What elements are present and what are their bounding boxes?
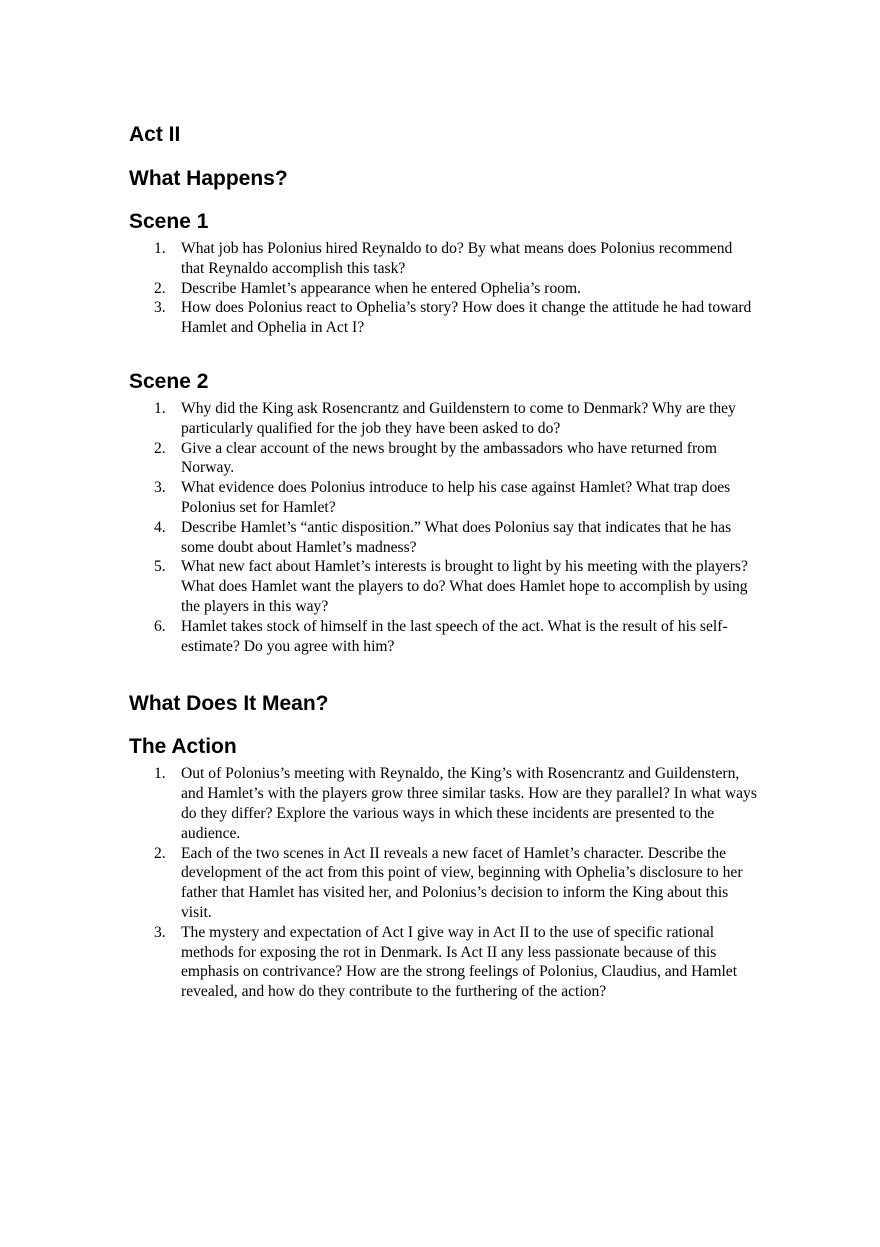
list-number: 3. (154, 479, 166, 497)
scene-2-title: Scene 2 (129, 369, 209, 393)
scene-1-questions (129, 239, 759, 338)
list-item (129, 439, 759, 479)
question-text: Give a clear account of the news brought by the ambassadors who have returned from Norway. (181, 439, 718, 477)
section-title-what-happens: What Happens? (129, 167, 288, 190)
list-item (129, 298, 759, 338)
list-number: 1. (154, 240, 166, 257)
section-title-what-does-it-mean: What Does It Mean? (129, 692, 329, 716)
list-number: 1. (154, 765, 166, 783)
list-number: 3. (154, 299, 166, 317)
list-number: 2. (154, 279, 166, 297)
question-text: Why did the King ask Rosencrantz and Guildenstern to come to Denmark? Why are they particularly qualified for the job they have been asked to do? (181, 399, 736, 437)
question-text: What new fact about Hamlet’s interests is brought to light by his meeting with the players? What does Hamlet want the players to do? What does Hamlet hope to accomplish by using the players in this way? (181, 558, 748, 615)
list-item (129, 518, 759, 558)
question-text: Hamlet takes stock of himself in the last speech of the act. What is the result of his self-estimate? Do you agree with him? (181, 617, 728, 655)
question-text: What evidence does Polonius introduce to help his case against Hamlet? What trap does Polonius set for Hamlet? (181, 479, 731, 516)
list-number: 5. (154, 558, 166, 576)
list-item (129, 279, 759, 299)
scene-1-title: Scene 1 (129, 210, 209, 233)
document-page (129, 118, 759, 1002)
the-action-title: The Action (129, 735, 237, 759)
question-text: Describe Hamlet’s appearance when he entered Ophelia’s room. (181, 279, 582, 297)
list-number: 1. (154, 399, 166, 417)
list-number: 6. (154, 617, 166, 635)
list-number: 4. (154, 518, 166, 536)
list-number: 3. (154, 923, 166, 941)
the-action-questions (129, 764, 759, 1002)
list-number: 2. (154, 439, 166, 457)
list-item (129, 923, 759, 1002)
question-text: Describe Hamlet’s “antic disposition.” What does Polonius say that indicates that he has some doubt about Hamlet’s madness? (181, 518, 732, 556)
question-text: Each of the two scenes in Act II reveals a new facet of Hamlet’s character. Describe the development of the act from this point of view, beginning with Ophelia’s disclosure to her father that Hamlet has visited her, and Polonius’s decision to inform the King about this visit. (181, 844, 743, 921)
question-text: What job has Polonius hired Reynaldo to do? By what means does Polonius recommend that Reynaldo accomplish this task? (181, 240, 733, 277)
list-item (129, 399, 759, 439)
list-item (129, 764, 759, 843)
question-text: The mystery and expectation of Act I give way in Act II to the use of specific rational methods for exposing the rot in Denmark. Is Act II any less passionate because of this emphasis on contrivance? How are the strong feelings of Polonius, Claudius, and Hamlet revealed, and how do they contribute to the furthering of the action? (181, 923, 738, 1001)
list-item (129, 557, 759, 616)
act-title: Act II (129, 123, 181, 146)
question-text: Out of Polonius’s meeting with Reynaldo, the King’s with Rosencrantz and Guildenstern, and Hamlet’s with the players grow three similar tasks. How are they parallel? In what ways do they differ? Explore the various ways in which these incidents are presented to the audience. (181, 765, 757, 842)
list-item (129, 617, 759, 657)
question-text: How does Polonius react to Ophelia’s story? How does it change the attitude he had toward Hamlet and Ophelia in Act I? (181, 299, 752, 337)
list-number: 2. (154, 844, 166, 862)
list-item (129, 844, 759, 923)
scene-2-questions (129, 399, 759, 656)
list-item (129, 478, 759, 518)
list-item (129, 239, 759, 279)
